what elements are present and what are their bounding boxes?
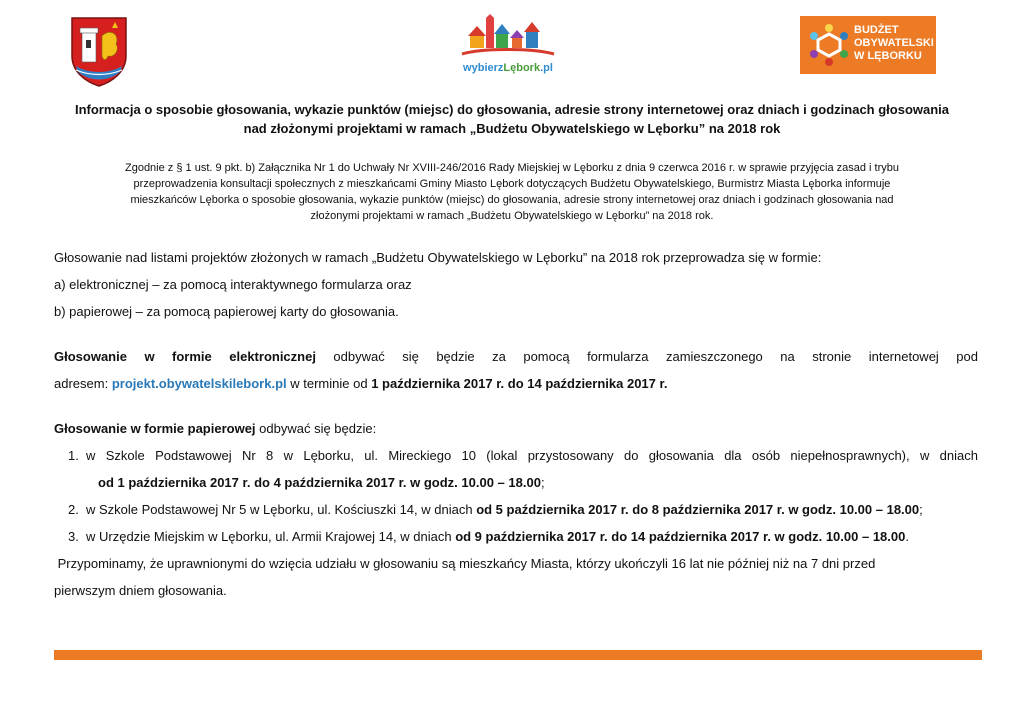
budget-logo-text: BUDŻET OBYWATELSKI W LĘBORKU <box>854 24 934 62</box>
list-item-continuation: od 1 października 2017 r. do 4 października 2017 r. w godz. 10.00 – 18.00; <box>98 475 545 490</box>
wybierz-lebork-logo <box>452 14 564 78</box>
list-item-text: w Urzędzie Miejskim w Lęborku, ul. Armii Krajowej 14, w dniach od 9 października 2017 r. do 14 października 2017 r. w godz. 10.00 – 18.00. <box>86 529 909 544</box>
electronic-voting-address: adresem: projekt.obywatelskilebork.pl w terminie od 1 października 2017 r. do 14 października 2017 r. <box>54 376 668 391</box>
list-number: 3. <box>68 529 79 544</box>
list-item-text: w Szkole Podstawowej Nr 5 w Lęborku, ul. Kościuszki 14, w dniach od 5 października 2017 r. do 8 października 2017 r. w godz. 10.00 – 18.00; <box>86 502 923 517</box>
list-item <box>54 442 978 496</box>
lebork-coat-of-arms-icon <box>68 14 130 88</box>
intro-line: Zgodnie z § 1 ust. 9 pkt. b) Załącznika Nr 1 do Uchwały Nr XVIII-246/2016 Rady Miejskiej w Lęborku z dnia 9 czerwca 2016 r. w sprawie przyjęcia zasad i trybu <box>124 162 900 174</box>
title-line: nad złożonymi projektami w ramach „Budżetu Obywatelskiego w Lęborku” na 2018 rok <box>243 121 781 136</box>
list-item <box>54 496 978 523</box>
document-body <box>54 244 978 604</box>
people-circle-icon <box>804 20 854 70</box>
list-item-text: w Szkole Podstawowej Nr 8 w Lęborku, ul. Mireckiego 10 (lokal przystosowany do głosowania dla osób niepełnosprawnych), w dniach <box>86 448 978 463</box>
form-option-paper: b) papierowej – za pomocą papierowej karty do głosowania. <box>54 304 399 319</box>
paper-voting-lead: Głosowanie w formie papierowej odbywać się będzie: <box>54 421 377 436</box>
electronic-voting-paragraph: Głosowanie w formie elektronicznej odbywać się będzie za pomocą formularza zamieszczonego na stronie internetowej pod <box>54 349 978 364</box>
intro-line: złożonymi projektami w ramach „Budżetu Obywatelskiego w Lęborku” na 2018 rok. <box>310 210 714 222</box>
town-skyline-icon <box>452 14 564 62</box>
intro-line: mieszkańców Lęborka o sposobie głosowania, wykazie punktów (miejsc) do głosowania, adresie strony internetowej oraz dniach i godzinach głosowania nad <box>130 194 894 206</box>
voting-website-link[interactable]: projekt.obywatelskilebork.pl <box>111 376 287 391</box>
wybierz-logo-text: wybierzLębork.pl <box>463 62 553 74</box>
forms-lead: Głosowanie nad listami projektów złożonych w ramach „Budżetu Obywatelskiego w Lęborku” na 2018 rok przeprowadza się w formie: <box>54 250 822 265</box>
intro-paragraph <box>60 160 964 224</box>
reminder-line: Przypominamy, że uprawnionymi do wzięcia udziału w głosowaniu są mieszkańcy Miasta, którzy ukończyli 16 lat nie później niż na 7 dni przed <box>54 556 876 571</box>
list-number: 2. <box>68 502 79 517</box>
intro-line: przeprowadzenia konsultacji społecznych z mieszkańcami Gminy Miasto Lębork dotyczących Budżetu Obywatelskiego, Burmistrz Miasta Lęborka informuje <box>133 178 891 190</box>
title-line: Informacja o sposobie głosowania, wykazie punktów (miejsc) do głosowania, adresie strony internetowej oraz dniach i godzinach głosowania <box>74 102 950 117</box>
list-item <box>54 523 978 550</box>
form-option-electronic: a) elektronicznej – za pomocą interaktywnego formularza oraz <box>54 277 412 292</box>
list-number: 1. <box>68 448 79 463</box>
reminder-line: pierwszym dniem głosowania. <box>54 583 227 598</box>
footer-divider <box>54 650 982 660</box>
budzet-obywatelski-logo <box>800 16 936 74</box>
page-title <box>40 100 984 138</box>
